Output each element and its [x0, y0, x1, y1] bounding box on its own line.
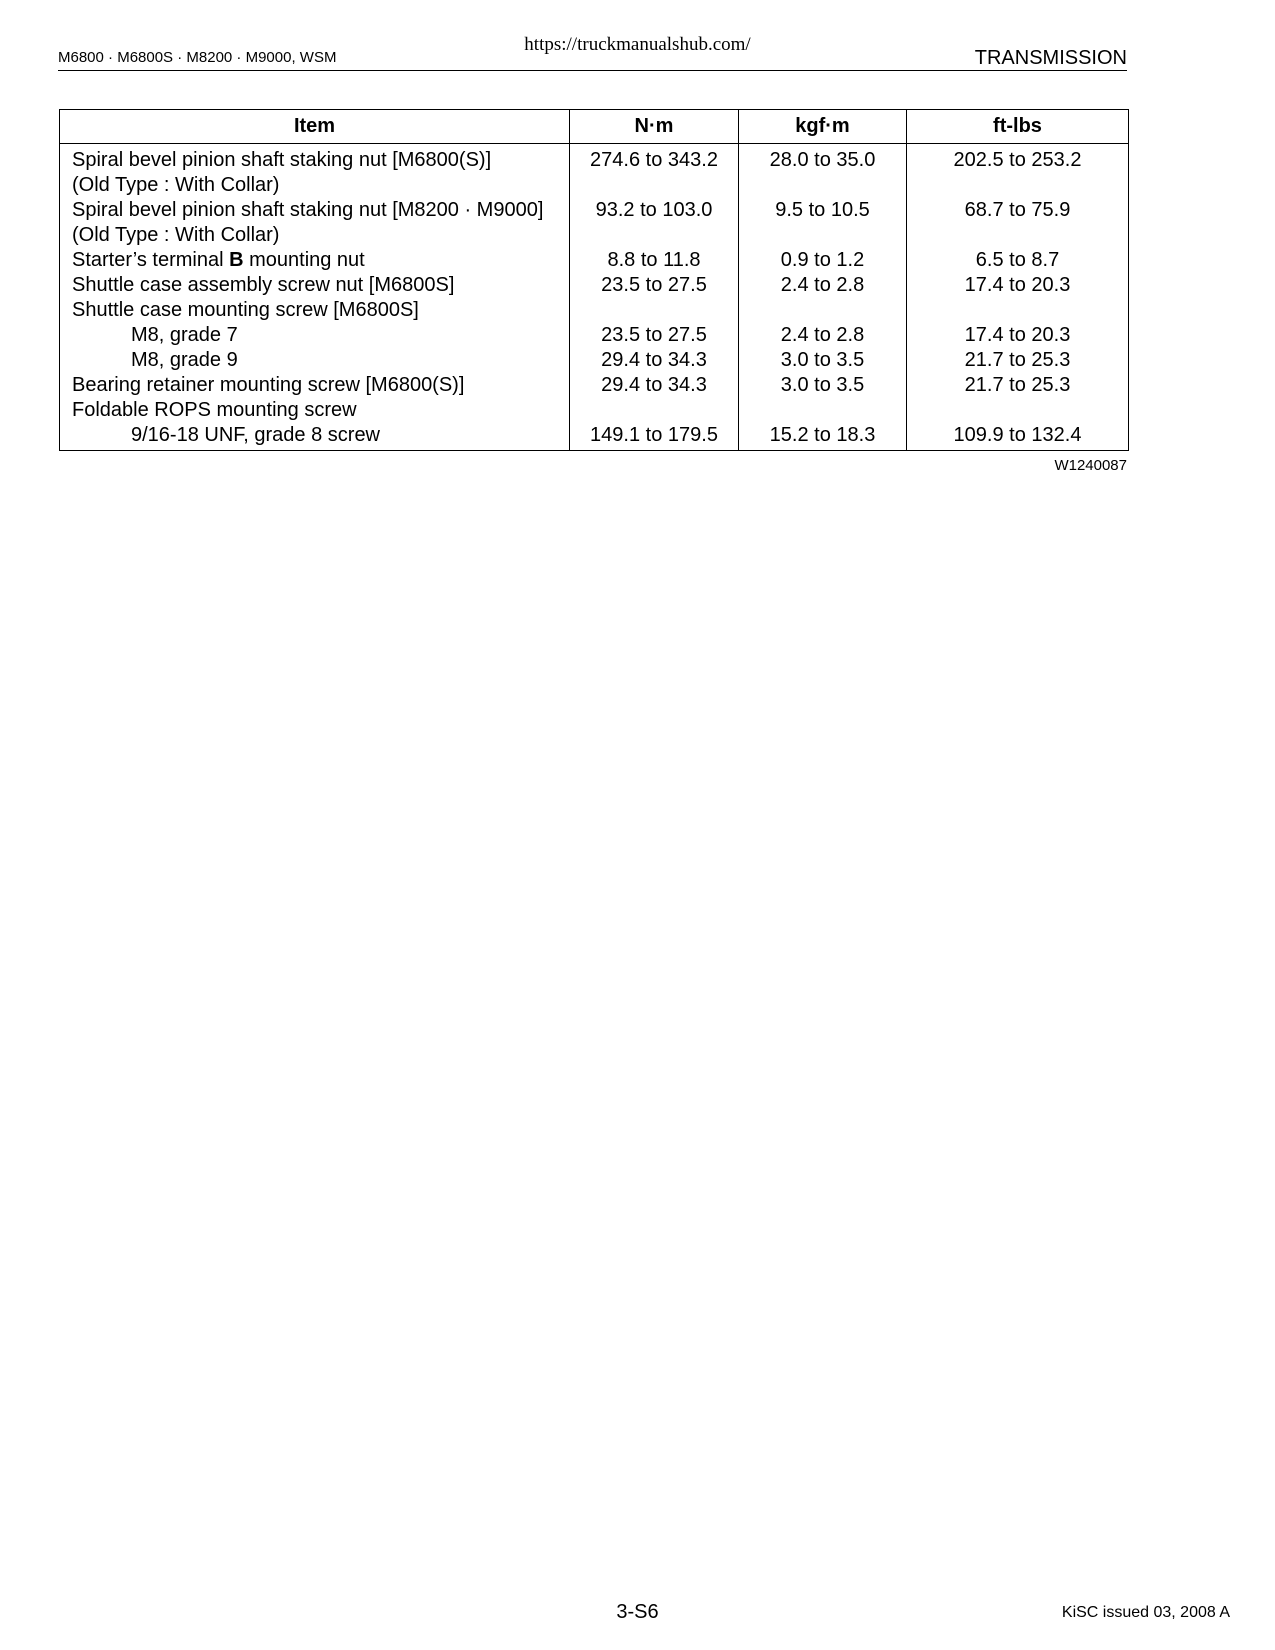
kgfm-cell [739, 223, 907, 248]
table-row [60, 223, 1129, 248]
item-cell [60, 348, 570, 373]
table-row [60, 273, 1129, 298]
source-url: https://truckmanualshub.com/ [524, 34, 751, 55]
table-row [60, 373, 1129, 398]
item-cell [60, 423, 570, 451]
kgfm-cell: 2.4 to 2.8 [739, 273, 907, 298]
issue-note: KiSC issued 03, 2008 A [1061, 1604, 1230, 1621]
column-header-item: Item [60, 110, 570, 144]
kgfm-cell: 0.9 to 1.2 [739, 248, 907, 273]
column-header-nm: N·m [570, 110, 739, 144]
table-row [60, 144, 1129, 174]
item-subtext: M8, grade 9 [131, 349, 238, 371]
item-cell: (Old Type : With Collar) [60, 223, 570, 248]
torque-spec-table [59, 109, 1129, 451]
ftlbs-cell [907, 298, 1129, 323]
table-header-row [60, 110, 1129, 144]
kgfm-cell: 28.0 to 35.0 [739, 144, 907, 174]
item-cell: (Old Type : With Collar) [60, 173, 570, 198]
nm-cell: 274.6 to 343.2 [570, 144, 739, 174]
kgfm-cell [739, 398, 907, 423]
table-row [60, 398, 1129, 423]
nm-cell [570, 398, 739, 423]
ftlbs-cell: 68.7 to 75.9 [907, 198, 1129, 223]
item-subtext: 9/16-18 UNF, grade 8 screw [131, 424, 381, 446]
page-number: 3-S6 [616, 1601, 659, 1623]
kgfm-cell [739, 173, 907, 198]
item-cell: Shuttle case assembly screw nut [M6800S] [60, 273, 570, 298]
item-subtext: M8, grade 7 [131, 324, 238, 346]
table-row [60, 248, 1129, 273]
column-header-kgfm: kgf·m [739, 110, 907, 144]
nm-cell: 149.1 to 179.5 [570, 423, 739, 451]
ftlbs-cell [907, 173, 1129, 198]
kgfm-cell: 9.5 to 10.5 [739, 198, 907, 223]
ftlbs-cell: 17.4 to 20.3 [907, 323, 1129, 348]
ftlbs-cell: 202.5 to 253.2 [907, 144, 1129, 174]
item-cell: Foldable ROPS mounting screw [60, 398, 570, 423]
item-cell: Shuttle case mounting screw [M6800S] [60, 298, 570, 323]
ftlbs-cell: 21.7 to 25.3 [907, 348, 1129, 373]
item-cell: Spiral bevel pinion shaft staking nut [M6800(S)] [60, 144, 570, 174]
item-text-suffix: mounting nut [243, 249, 365, 271]
header-rule [58, 70, 1127, 71]
column-header-ftlbs: ft-lbs [907, 110, 1129, 144]
ftlbs-cell: 21.7 to 25.3 [907, 373, 1129, 398]
kgfm-cell [739, 298, 907, 323]
nm-cell [570, 173, 739, 198]
kgfm-cell: 15.2 to 18.3 [739, 423, 907, 451]
nm-cell: 8.8 to 11.8 [570, 248, 739, 273]
nm-cell [570, 298, 739, 323]
item-text-prefix: Starter’s terminal [72, 249, 230, 271]
table-row [60, 173, 1129, 198]
terminal-label-bold: B [229, 249, 244, 271]
item-cell [60, 248, 570, 273]
nm-cell: 29.4 to 34.3 [570, 348, 739, 373]
item-cell: Bearing retainer mounting screw [M6800(S)] [60, 373, 570, 398]
nm-cell: 23.5 to 27.5 [570, 273, 739, 298]
ftlbs-cell [907, 223, 1129, 248]
nm-cell: 29.4 to 34.3 [570, 373, 739, 398]
reference-code: W1240087 [1054, 457, 1127, 474]
nm-cell [570, 223, 739, 248]
table-row [60, 423, 1129, 451]
ftlbs-cell [907, 398, 1129, 423]
ftlbs-cell: 17.4 to 20.3 [907, 273, 1129, 298]
table-row [60, 298, 1129, 323]
kgfm-cell: 3.0 to 3.5 [739, 348, 907, 373]
item-cell [60, 323, 570, 348]
ftlbs-cell: 109.9 to 132.4 [907, 423, 1129, 451]
kgfm-cell: 2.4 to 2.8 [739, 323, 907, 348]
table-row [60, 198, 1129, 223]
section-title: TRANSMISSION [974, 47, 1127, 69]
nm-cell: 23.5 to 27.5 [570, 323, 739, 348]
table-row [60, 348, 1129, 373]
ftlbs-cell: 6.5 to 8.7 [907, 248, 1129, 273]
kgfm-cell: 3.0 to 3.5 [739, 373, 907, 398]
item-cell: Spiral bevel pinion shaft staking nut [M8200 · M9000] [60, 198, 570, 223]
table-row [60, 323, 1129, 348]
manual-models: M6800 · M6800S · M8200 · M9000, WSM [58, 49, 337, 66]
nm-cell: 93.2 to 103.0 [570, 198, 739, 223]
